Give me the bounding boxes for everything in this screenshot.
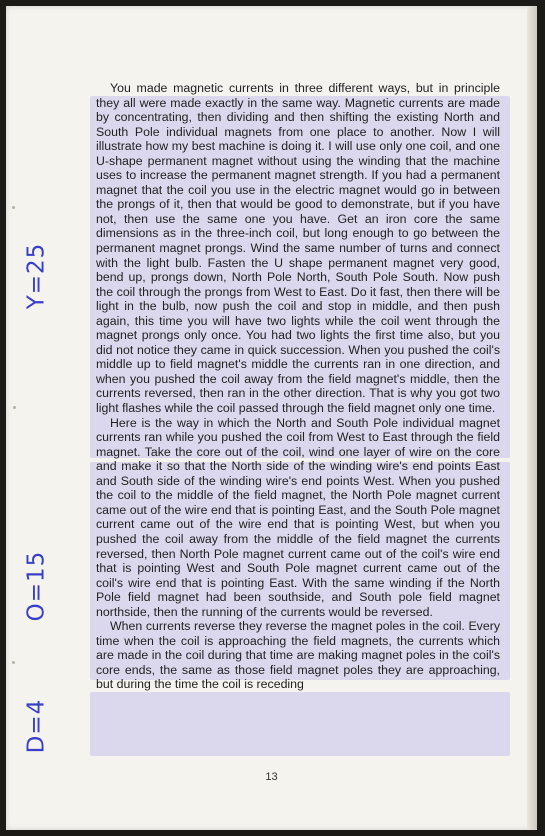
paragraph: Here is the way in which the North and South Pole individual magnet currents ran while you pushed the coil from West to East through the field magnet. Take the core out of the coil, wind one layer of wire on the core and make it so that the North side of the winding wire's end points East and South side of the winding wire's end points West. When you pushed the coil to the middle of the field magnet, the North Pole magnet current came out of the wire end that is pointing East, and the South Pole magnet current came out of the wire end that is pointing West, but when you pushed the coil away from the middle of the field magnet the currents reversed, then North Pole magnet current came out of the coil's wire end that is pointing West and South Pole magnet current came out of the coil's wire end that is pointing East. With the same winding if the North Pole field magnet had been southside, and South pole field magnet northside, then the running of the currents would be reversed. (96, 415, 500, 619)
paper-speck (12, 206, 15, 209)
paragraph: When currents reverse they reverse the magnet poles in the coil. Every time when the coil is approaching the field magnets, the currents which are made in the coil during that time are making magnet poles in the coil's core ends, the same as those field magnet poles they are approaching, but during the time the coil is receding (96, 619, 500, 692)
paragraph: You made magnetic currents in three different ways, but in principle they all were made exactly in the same way. Magnetic currents are made by concentrating, then dividing and then shifting the existing North and South Pole individual magnets from one place to another. Now I will illustrate how my best machine is doing it. I will use only one coil, and one U-shape permanent magnet without using the winding that the machine uses to increase the permanent magnet strength. If you had a permanent magnet that the coil you use in the electric magnet would go in between the prongs of it, then that would be good to demonstrate, but if you have not, then use the same one you have. Get an iron core the same dimensions as in the three-inch coil, but long enough to go between the permanent magnet prongs. Wind the same number of turns and connect with the light bulb. Fasten the U shape permanent magnet very good, bend up, prongs down, North Pole North, South Pole South. Now push the coil through the prongs from West to East. Do it fast, then there will be light in the bulb, now push the coil and stop in middle, and then push again, this time you will have two lights while the coil went through the magnet prongs only once. You had two lights the first time also, but you did not notice they came in quick succession. When you pushed the coil's middle up to field magnet's middle the currents ran in one direction, and when you pushed the coil away from the field magnet's middle, then the currents reversed, then ran in the other direction. That is why you got two light flashes while the coil passed through the field magnet only one time. (96, 81, 500, 416)
page-number: 13 (265, 771, 278, 783)
book-page (6, 6, 537, 830)
paper-speck (12, 661, 15, 664)
margin-label-o: O=15 (23, 550, 49, 622)
margin-label-y: Y=25 (23, 242, 49, 310)
highlight-d (90, 692, 510, 756)
margin-label-d: D=4 (23, 698, 49, 754)
body-text (96, 81, 500, 692)
page-edge (527, 6, 537, 830)
paper-speck (13, 406, 16, 409)
